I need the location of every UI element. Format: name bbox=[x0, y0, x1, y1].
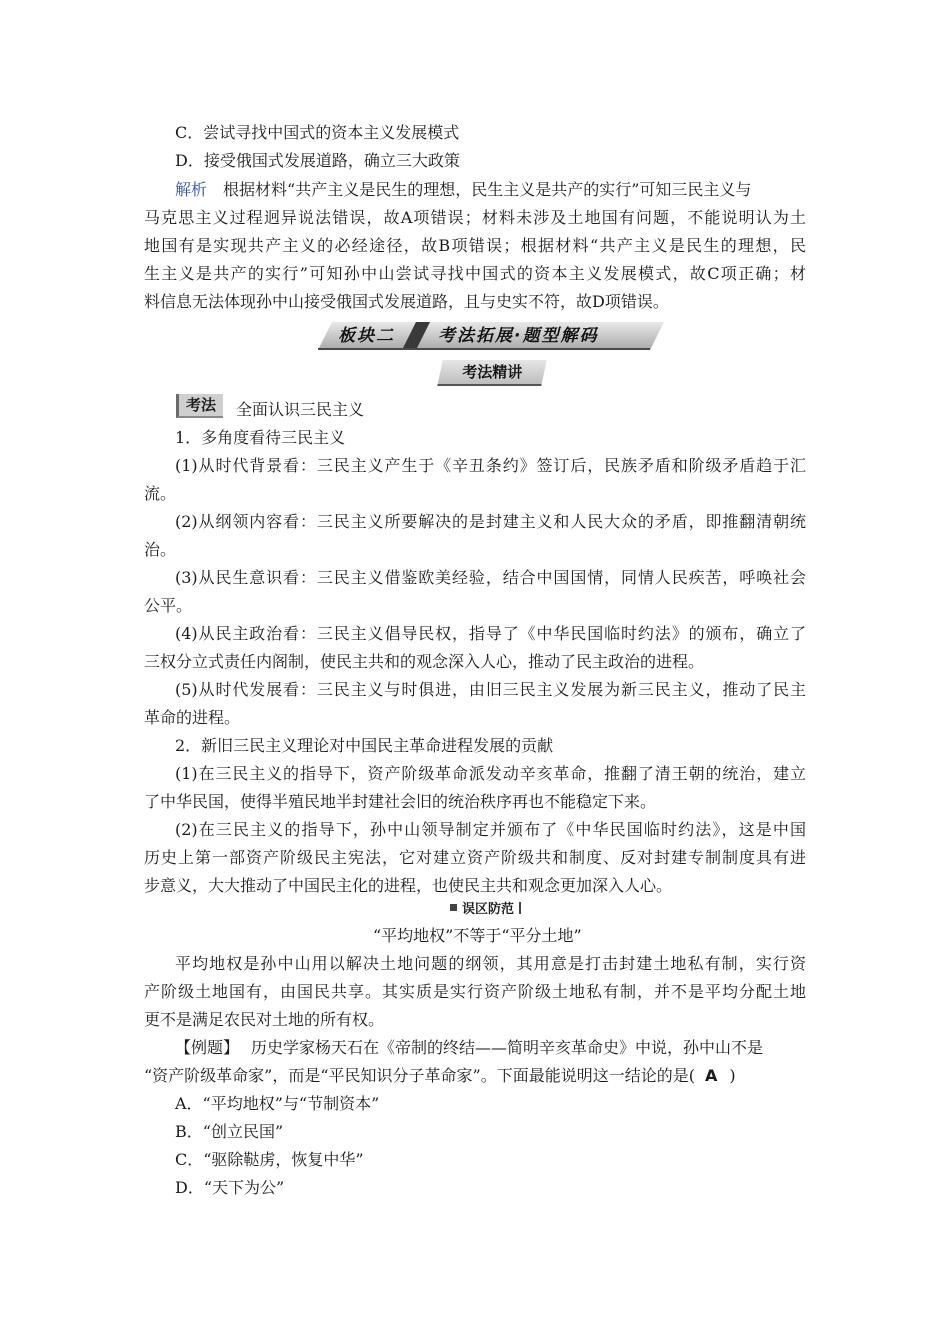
body-line: 历史上第一部资产阶级民主宪法，它对建立资产阶级共和制度、反对封建专制制度具有进 bbox=[144, 848, 806, 867]
square-icon bbox=[450, 904, 457, 911]
kaofa-title: 全面认识三民主义 bbox=[236, 400, 365, 419]
body-line: 治。 bbox=[144, 540, 177, 559]
body-line: (3)从民生意识看：三民主义借鉴欧美经验，结合中国国情，同情人民疾苦，呼唤社会 bbox=[175, 568, 806, 587]
analysis-line-5: 料信息无法体现孙中山接受俄国式发展道路，且与史实不符，故D项错误。 bbox=[144, 292, 669, 311]
body-line: (1)在三民主义的指导下，资产阶级革命派发动辛亥革命，推翻了清王朝的统治，建立 bbox=[175, 764, 806, 783]
body-line: 公平。 bbox=[144, 596, 193, 615]
subtitle-banner bbox=[437, 360, 547, 386]
analysis-line-1: 解析 根据材料“共产主义是民生的理想，民生主义是共产的实行”可知三民主义与 bbox=[175, 180, 752, 199]
example-line-1: 【例题】 历史学家杨天石在《帝制的终结——简明辛亥革命史》中说，孙中山不是 bbox=[175, 1038, 764, 1057]
body-line: 流。 bbox=[144, 484, 177, 503]
example-option: C．“驱除鞑虏，恢复中华” bbox=[175, 1150, 364, 1169]
bar-icon bbox=[519, 902, 521, 914]
body-line: 步意义，大大推动了中国民主化的进程，也使民主共和观念更加深入人心。 bbox=[144, 876, 673, 895]
body-line: 革命的进程。 bbox=[144, 708, 241, 727]
example-option: A．“平均地权”与“节制资本” bbox=[175, 1094, 380, 1113]
analysis-line-2: 马克思主义过程迥异说法错误，故A项错误；材料未涉及土地国有问题，不能说明认为土 bbox=[144, 208, 806, 227]
kaofa-tag: 考法 bbox=[176, 394, 223, 418]
section-banner bbox=[318, 322, 664, 350]
example-line-2: “资产阶级革命家”，而是“平民知识分子革命家”。下面最能说明这一结论的是( A ) bbox=[144, 1066, 736, 1085]
wuqu-line: 更不是满足农民对土地的所有权。 bbox=[144, 1010, 385, 1029]
analysis-line-3: 地国有是实现共产主义的必经途径，故B项错误；根据材料“共产主义是民生的理想，民 bbox=[144, 236, 806, 255]
answer: A bbox=[704, 1066, 718, 1085]
analysis-label: 解析 bbox=[175, 180, 208, 199]
body-line: 1．多角度看待三民主义 bbox=[175, 428, 346, 447]
example-option: B．“创立民国” bbox=[175, 1122, 284, 1141]
body-line: (2)在三民主义的指导下，孙中山领导制定并颁布了《中华民国临时约法》，这是中国 bbox=[175, 820, 806, 839]
body-line: (2)从纲领内容看：三民主义所要解决的是封建主义和人民大众的矛盾，即推翻清朝统 bbox=[175, 512, 806, 531]
body-line: 了中华民国，使得半殖民地半封建社会旧的统治秩序再也不能稳定下来。 bbox=[144, 792, 657, 811]
body-line: (1)从时代背景看：三民主义产生于《辛丑条约》签订后，民族矛盾和阶级矛盾趋于汇 bbox=[175, 456, 806, 475]
wuqu-heading: “平均地权”不等于“平分土地” bbox=[373, 926, 582, 945]
wuqu-line: 平均地权是孙中山用以解决土地问题的纲领，其用意是打击封建土地私有制，实行资 bbox=[175, 954, 806, 973]
wuqu-line: 产阶级土地国有，由国民共享。其实质是实行资产阶级土地私有制，并不是平均分配土地 bbox=[144, 982, 806, 1001]
option-c: C．尝试寻找中国式的资本主义发展模式 bbox=[175, 123, 460, 142]
body-line: 2．新旧三民主义理论对中国民主革命进程发展的贡献 bbox=[175, 736, 554, 755]
body-line: (5)从时代发展看：三民主义与时俱进，由旧三民主义发展为新三民主义，推动了民主 bbox=[175, 680, 806, 699]
body-line: (4)从民主政治看：三民主义倡导民权，指导了《中华民国临时约法》的颁布，确立了 bbox=[175, 624, 806, 643]
subtitle: 考法精讲 bbox=[462, 363, 523, 381]
example-label: 【例题】 bbox=[175, 1038, 240, 1057]
wuqu-label: 误区防范 bbox=[450, 902, 521, 918]
section-title: 考法拓展·题型解码 bbox=[438, 326, 599, 346]
block-label: 板块二 bbox=[338, 326, 395, 346]
body-line: 三权分立式责任内阁制，使民主共和的观念深入人心，推动了民主政治的进程。 bbox=[144, 652, 705, 671]
analysis-line-4: 生主义是共产的实行”可知孙中山尝试寻找中国式的资本主义发展模式，故C项正确；材 bbox=[144, 264, 806, 283]
option-d: D．接受俄国式发展道路，确立三大政策 bbox=[175, 151, 460, 170]
example-option: D．“天下为公” bbox=[175, 1178, 285, 1197]
